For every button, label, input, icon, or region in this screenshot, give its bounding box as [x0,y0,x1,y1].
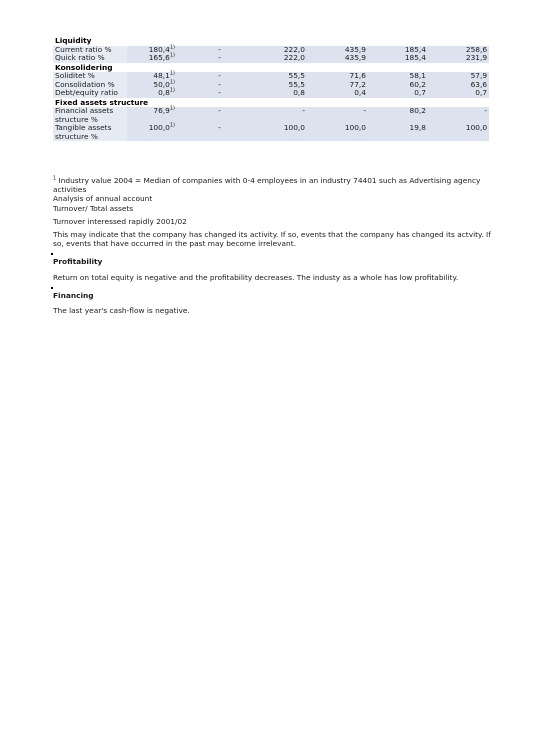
value-cell: 60,2 [368,81,428,90]
financing-heading: Financing [53,290,94,300]
value-cell: 19,8 [368,124,428,141]
table-row [53,89,489,98]
industry-value: 100,0 [148,123,170,132]
value-cell: 77,2 [307,81,368,90]
section-header: Fixed assets structure [53,98,489,108]
industry-value: 165,6 [148,53,170,62]
footnote-ref: 1) [169,79,175,86]
industry-value: 180,4 [148,44,170,54]
row-label: Quick ratio % [53,54,127,63]
row-label: Consolidation % [53,81,127,90]
footnote-ref: 1) [169,52,175,59]
value-cell: - [193,72,246,81]
value-cell: 63,6 [428,81,489,90]
value-cell: 0,7 [428,89,489,98]
value-cell: - [193,89,246,98]
margin-mark [51,253,53,255]
value-cell: 57,9 [428,72,489,81]
turnover-comment: Turnover interessed rapidly 2001/02 [53,216,187,226]
footnote-text: Industry value 2004 = Median of companies with 0-4 employees in an industry 74401 such as Advertising agency activities [53,176,481,195]
margin-mark [51,287,53,289]
footnote-ref: 1) [169,70,175,77]
analysis-line: Analysis of annual account [53,194,153,204]
value-cell: 222,0 [246,46,307,55]
industry-value: 50,0 [153,79,170,89]
value-cell: 185,4 [368,54,428,63]
industry-value: 0,8 [158,88,170,97]
value-cell: 185,4 [368,46,428,55]
value-cell: 58,1 [368,72,428,81]
row-label: Tangible assets structure % [53,124,127,141]
row-label: Debt/equity ratio [53,89,127,98]
industry-value: 76,9 [153,106,170,115]
value-cell: - [193,54,246,63]
value-cell: - [193,46,246,55]
value-cell: 100,0 [428,124,489,141]
value-cell: 435,9 [307,54,368,63]
table-row [53,124,489,141]
financial-ratios-table [53,36,489,141]
industry-value: 48,1 [153,71,170,80]
value-cell: - [193,124,246,141]
row-label: Current ratio % [53,46,127,55]
value-cell: 258,6 [428,46,489,55]
value-cell: - [193,107,246,124]
table-row [53,54,489,63]
industry-value-cell [127,107,193,124]
footnote-ref: 1) [169,87,175,94]
industry-value-cell [127,89,193,98]
value-cell: 222,0 [246,54,307,63]
value-cell: 71,6 [307,72,368,81]
value-cell: - [246,107,307,124]
financing-text: The last year's cash-flow is negative. [53,306,190,316]
row-label: Soliditet % [53,72,127,81]
value-cell: 55,5 [246,81,307,90]
section-header: Konsolidering [53,63,489,73]
value-cell: 0,7 [368,89,428,98]
turnover-ratio-line: Turnover/ Total assets [53,203,134,213]
value-cell: 100,0 [246,124,307,141]
value-cell: 80,2 [368,107,428,124]
value-cell: 100,0 [307,124,368,141]
value-cell: 0,8 [246,89,307,98]
activity-comment: This may indicate that the company has changed its activity. If so, events that the company has changed its actvity. If so, events that have occurred in the past may become irrelevant. [53,230,491,249]
footnote-ref: 1) [169,44,175,51]
footnote-ref: 1) [169,105,175,112]
industry-value-cell [127,54,193,63]
footnote-marker: 1 [53,175,57,182]
value-cell: 231,9 [428,54,489,63]
value-cell: - [428,107,489,124]
footnote [53,176,493,194]
value-cell: - [307,107,368,124]
analysis-notes [53,176,493,315]
table-row [53,107,489,124]
row-label: Financial assets structure % [53,107,127,124]
value-cell: 0,4 [307,89,368,98]
profitability-text: Return on total equity is negative and the profitability decreases. The industy as a whole has low profitability. [53,272,459,282]
section-header: Liquidity [53,36,489,46]
value-cell: 435,9 [307,46,368,55]
value-cell: - [193,81,246,90]
footnote-ref: 1) [169,122,175,129]
profitability-heading: Profitability [53,257,103,267]
industry-value-cell [127,124,193,141]
value-cell: 55,5 [246,72,307,81]
